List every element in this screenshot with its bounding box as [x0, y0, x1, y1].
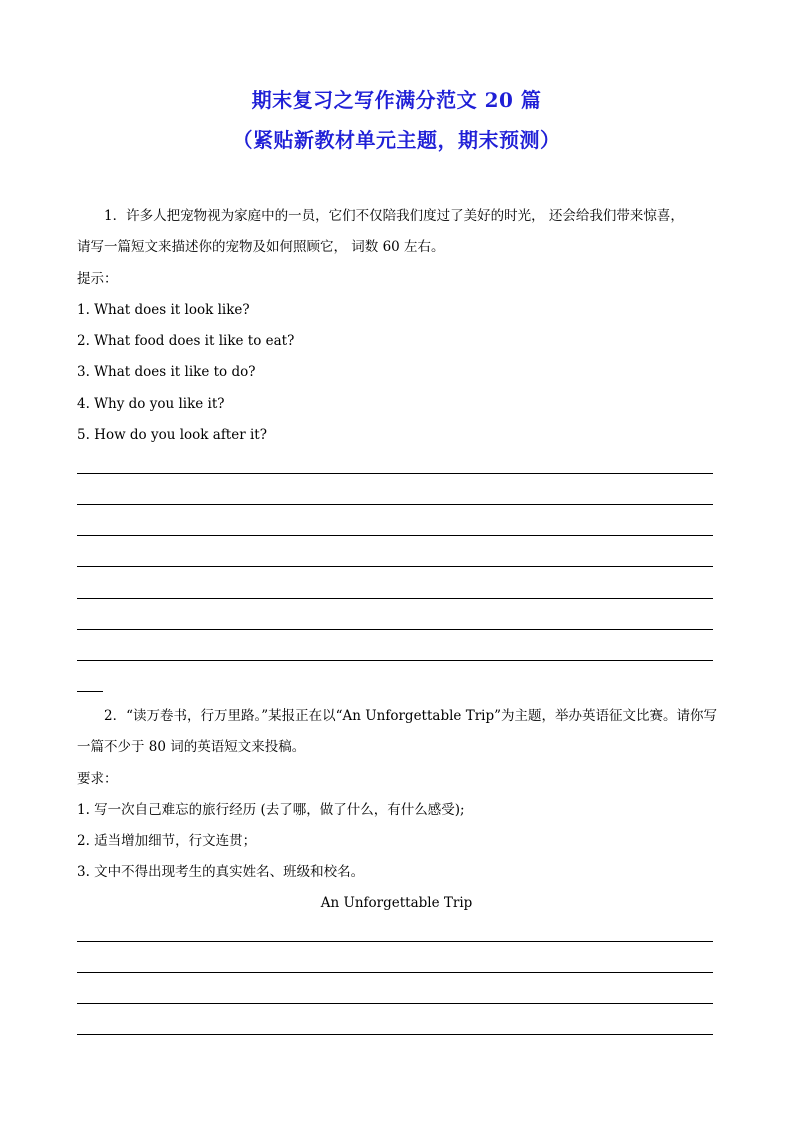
- q1-hint-label: 提示：: [77, 271, 118, 287]
- q1-hint-item: 5. How do you look after it?: [77, 427, 267, 443]
- q1-answer-line[interactable]: [77, 598, 713, 599]
- q2-prompt-line-2: 一篇不少于 80 词的英语短文来投稿。: [77, 739, 306, 755]
- q1-answer-line[interactable]: [77, 629, 713, 630]
- document-subtitle: （紧贴新教材单元主题，期末预测）: [232, 128, 561, 152]
- q2-answer-line[interactable]: [77, 972, 713, 973]
- q2-essay-title: An Unforgettable Trip: [320, 895, 473, 911]
- q1-prompt-line-1: 1．许多人把宠物视为家庭中的一员，它们不仅陪我们度过了美好的时光， 还会给我们带来惊喜，: [104, 208, 684, 224]
- q1-answer-line[interactable]: [77, 566, 713, 567]
- q1-hint-item: 2. What food does it like to eat?: [77, 333, 295, 349]
- q2-answer-line[interactable]: [77, 1003, 713, 1004]
- document-title: 期末复习之写作满分范文 20 篇: [251, 88, 542, 112]
- q1-answer-line[interactable]: [77, 660, 713, 661]
- q1-prompt-line-2: 请写一篇短文来描述你的宠物及如何照顾它， 词数 60 左右。: [77, 239, 445, 255]
- q1-hint-item: 4. Why do you like it?: [77, 396, 225, 412]
- q1-answer-line[interactable]: [77, 535, 713, 536]
- q2-requirement-item: 1. 写一次自己难忘的旅行经历 (去了哪，做了什么，有什么感受);: [77, 802, 465, 818]
- q2-prompt-line-1: 2．“读万卷书，行万里路。”某报正在以“An Unforgettable Trip”为主题，举办英语征文比赛。请你写: [104, 708, 718, 724]
- q2-requirement-item: 2. 适当增加细节，行文连贯；: [77, 833, 257, 849]
- q1-answer-line[interactable]: [77, 473, 713, 474]
- q1-answer-line[interactable]: [77, 504, 713, 505]
- q2-requirements-label: 要求：: [77, 771, 118, 787]
- q1-hint-item: 1. What does it look like?: [77, 302, 250, 318]
- q2-answer-line[interactable]: [77, 1034, 713, 1035]
- q2-requirement-item: 3. 文中不得出现考生的真实姓名、班级和校名。: [77, 864, 365, 880]
- q1-hint-item: 3. What does it like to do?: [77, 364, 256, 380]
- q2-answer-line[interactable]: [77, 941, 713, 942]
- q1-answer-line-end[interactable]: [77, 691, 103, 692]
